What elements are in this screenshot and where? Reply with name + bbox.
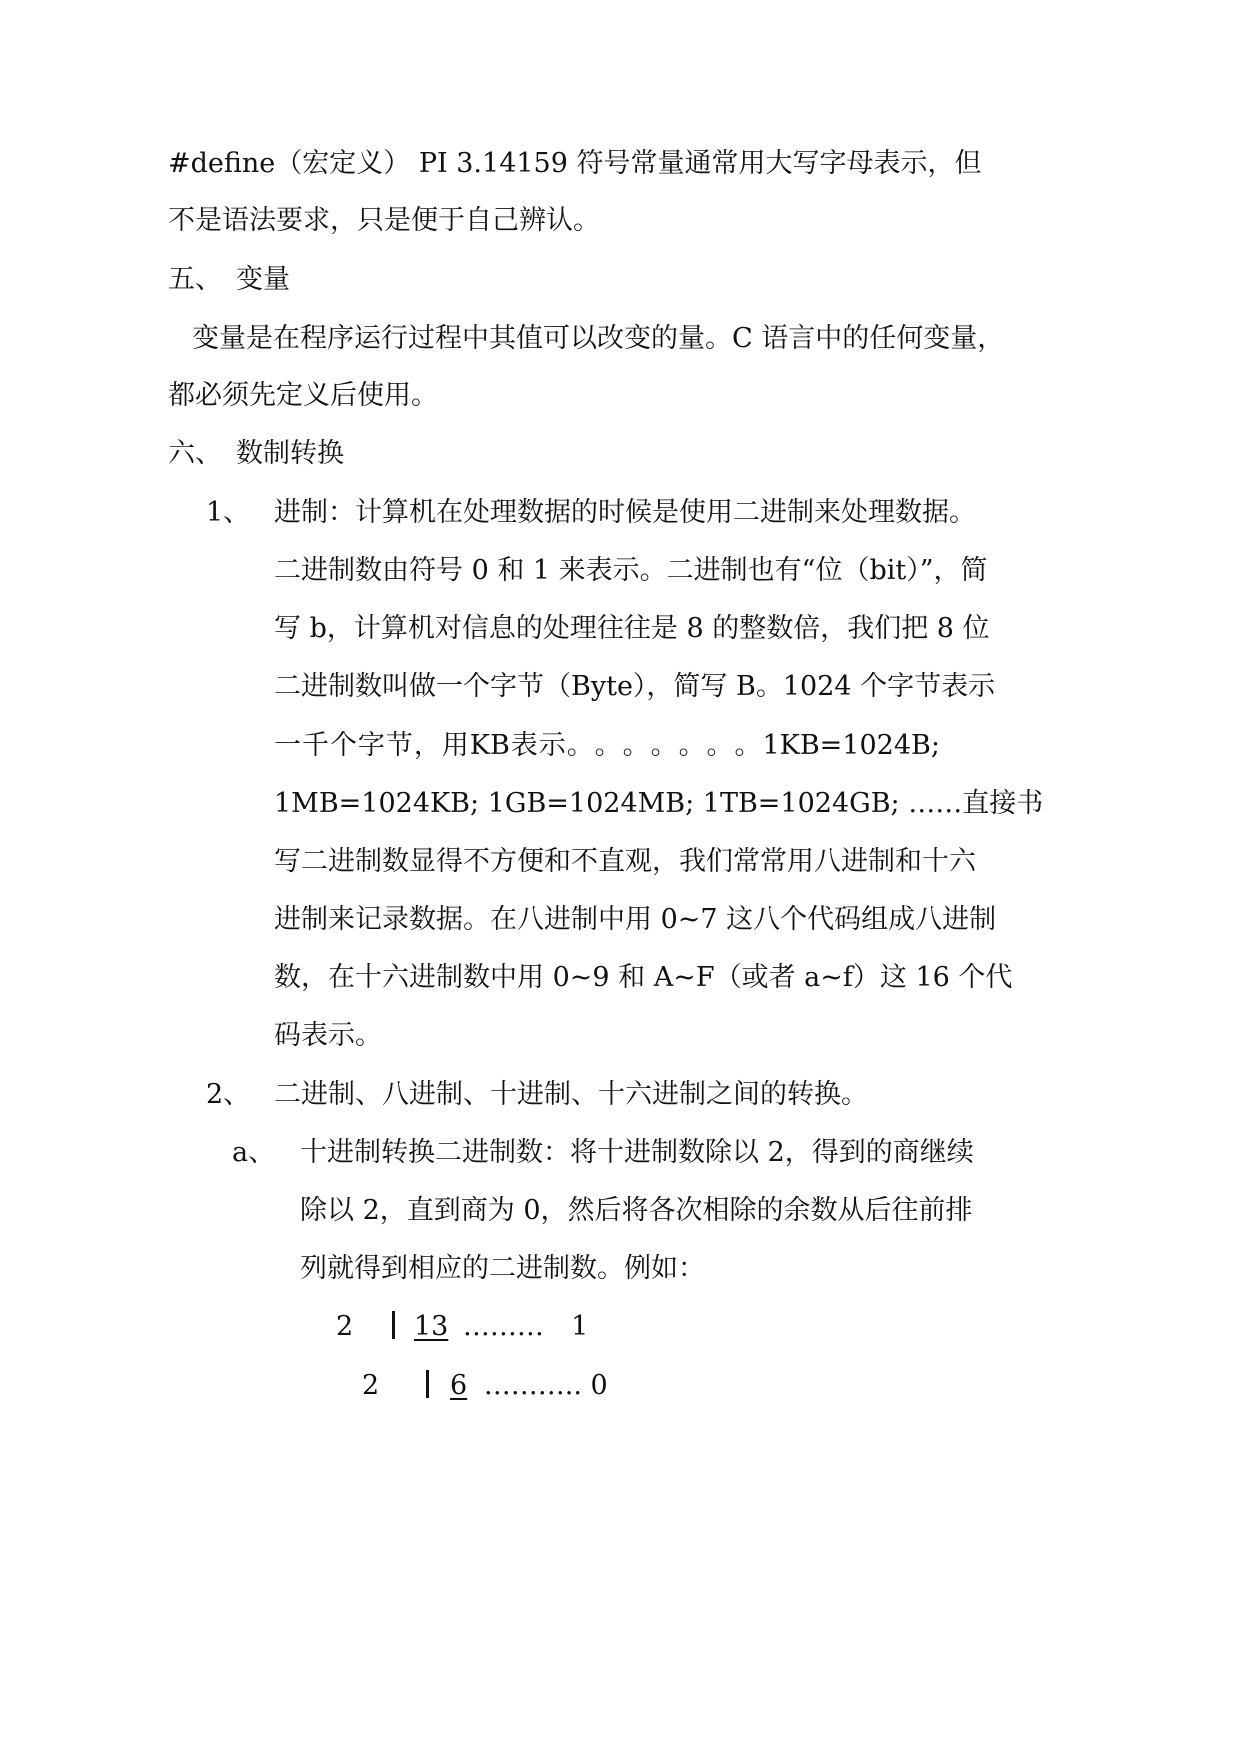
item-one-line: 二进制数由符号 0 和 1 来表示。二进制也有“位（bit）”，简 [274,555,988,586]
division-step [336,1310,588,1344]
division-dots: ……….. [483,1370,582,1401]
division-bracket [426,1370,429,1398]
item-one-number: 1、 [206,497,251,528]
variable-definition: 变量是在程序运行过程中其值可以改变的量。C 语言中的任何变量， [192,323,1005,354]
item-two-number: 2、 [206,1079,251,1110]
variable-definition-cont: 都必须先定义后使用。 [168,380,438,411]
division-step [362,1369,608,1403]
define-line: #define（宏定义） PI 3.14159 符号常量通常用大写字母表示，但 [168,148,982,179]
item-one-line: 进制来记录数据。在八进制中用 0~7 这八个代码组成八进制 [274,904,997,935]
divisor: 2 [362,1370,380,1401]
section-five-title: 变量 [236,264,290,295]
item-one-line: 写 b，计算机对信息的处理往往是 8 的整数倍，我们把 8 位 [274,613,990,644]
sub-item-a-marker: a、 [232,1137,276,1168]
section-five-number: 五、 [168,264,222,295]
section-six-title: 数制转换 [236,438,344,469]
item-one-line: 码表示。 [274,1020,382,1051]
item-one-line: 写二进制数显得不方便和不直观，我们常常用八进制和十六 [274,846,976,877]
item-two-text: 二进制、八进制、十进制、十六进制之间的转换。 [274,1079,868,1110]
item-one-justified-line: 一 千 个 字 节 ， 用 KB 表 示 。 。 。 。 。 。 。 1KB=1024B; [274,730,940,761]
item-one-line: 进制：计算机在处理数据的时候是使用二进制来处理数据。 [274,497,976,528]
remainder: 1 [571,1311,589,1342]
sub-item-a-line: 十进制转换二进制数：将十进制数除以 2，得到的商继续 [300,1137,974,1168]
sub-item-a-line: 除以 2，直到商为 0，然后将各次相除的余数从后往前排 [300,1195,973,1226]
sub-item-a-line: 列就得到相应的二进制数。例如： [300,1253,705,1284]
division-bracket [392,1311,395,1339]
section-six-number: 六、 [168,438,222,469]
item-one-line: 1MB=1024KB; 1GB=1024MB; 1TB=1024GB; ……直接书 [274,788,1044,819]
remainder: 0 [590,1370,608,1401]
dividend: 6 [449,1370,468,1401]
dividend: 13 [413,1311,449,1342]
item-one-line: 二进制数叫做一个字节（Byte），简写 B。1024 个字节表示 [274,671,996,702]
division-dots: ……… [462,1311,544,1342]
item-one-line: 数，在十六进制数中用 0~9 和 A~F（或者 a~f）这 16 个代 [274,962,1013,993]
divisor: 2 [336,1311,354,1342]
define-line-cont: 不是语法要求，只是便于自己辨认。 [168,205,600,236]
